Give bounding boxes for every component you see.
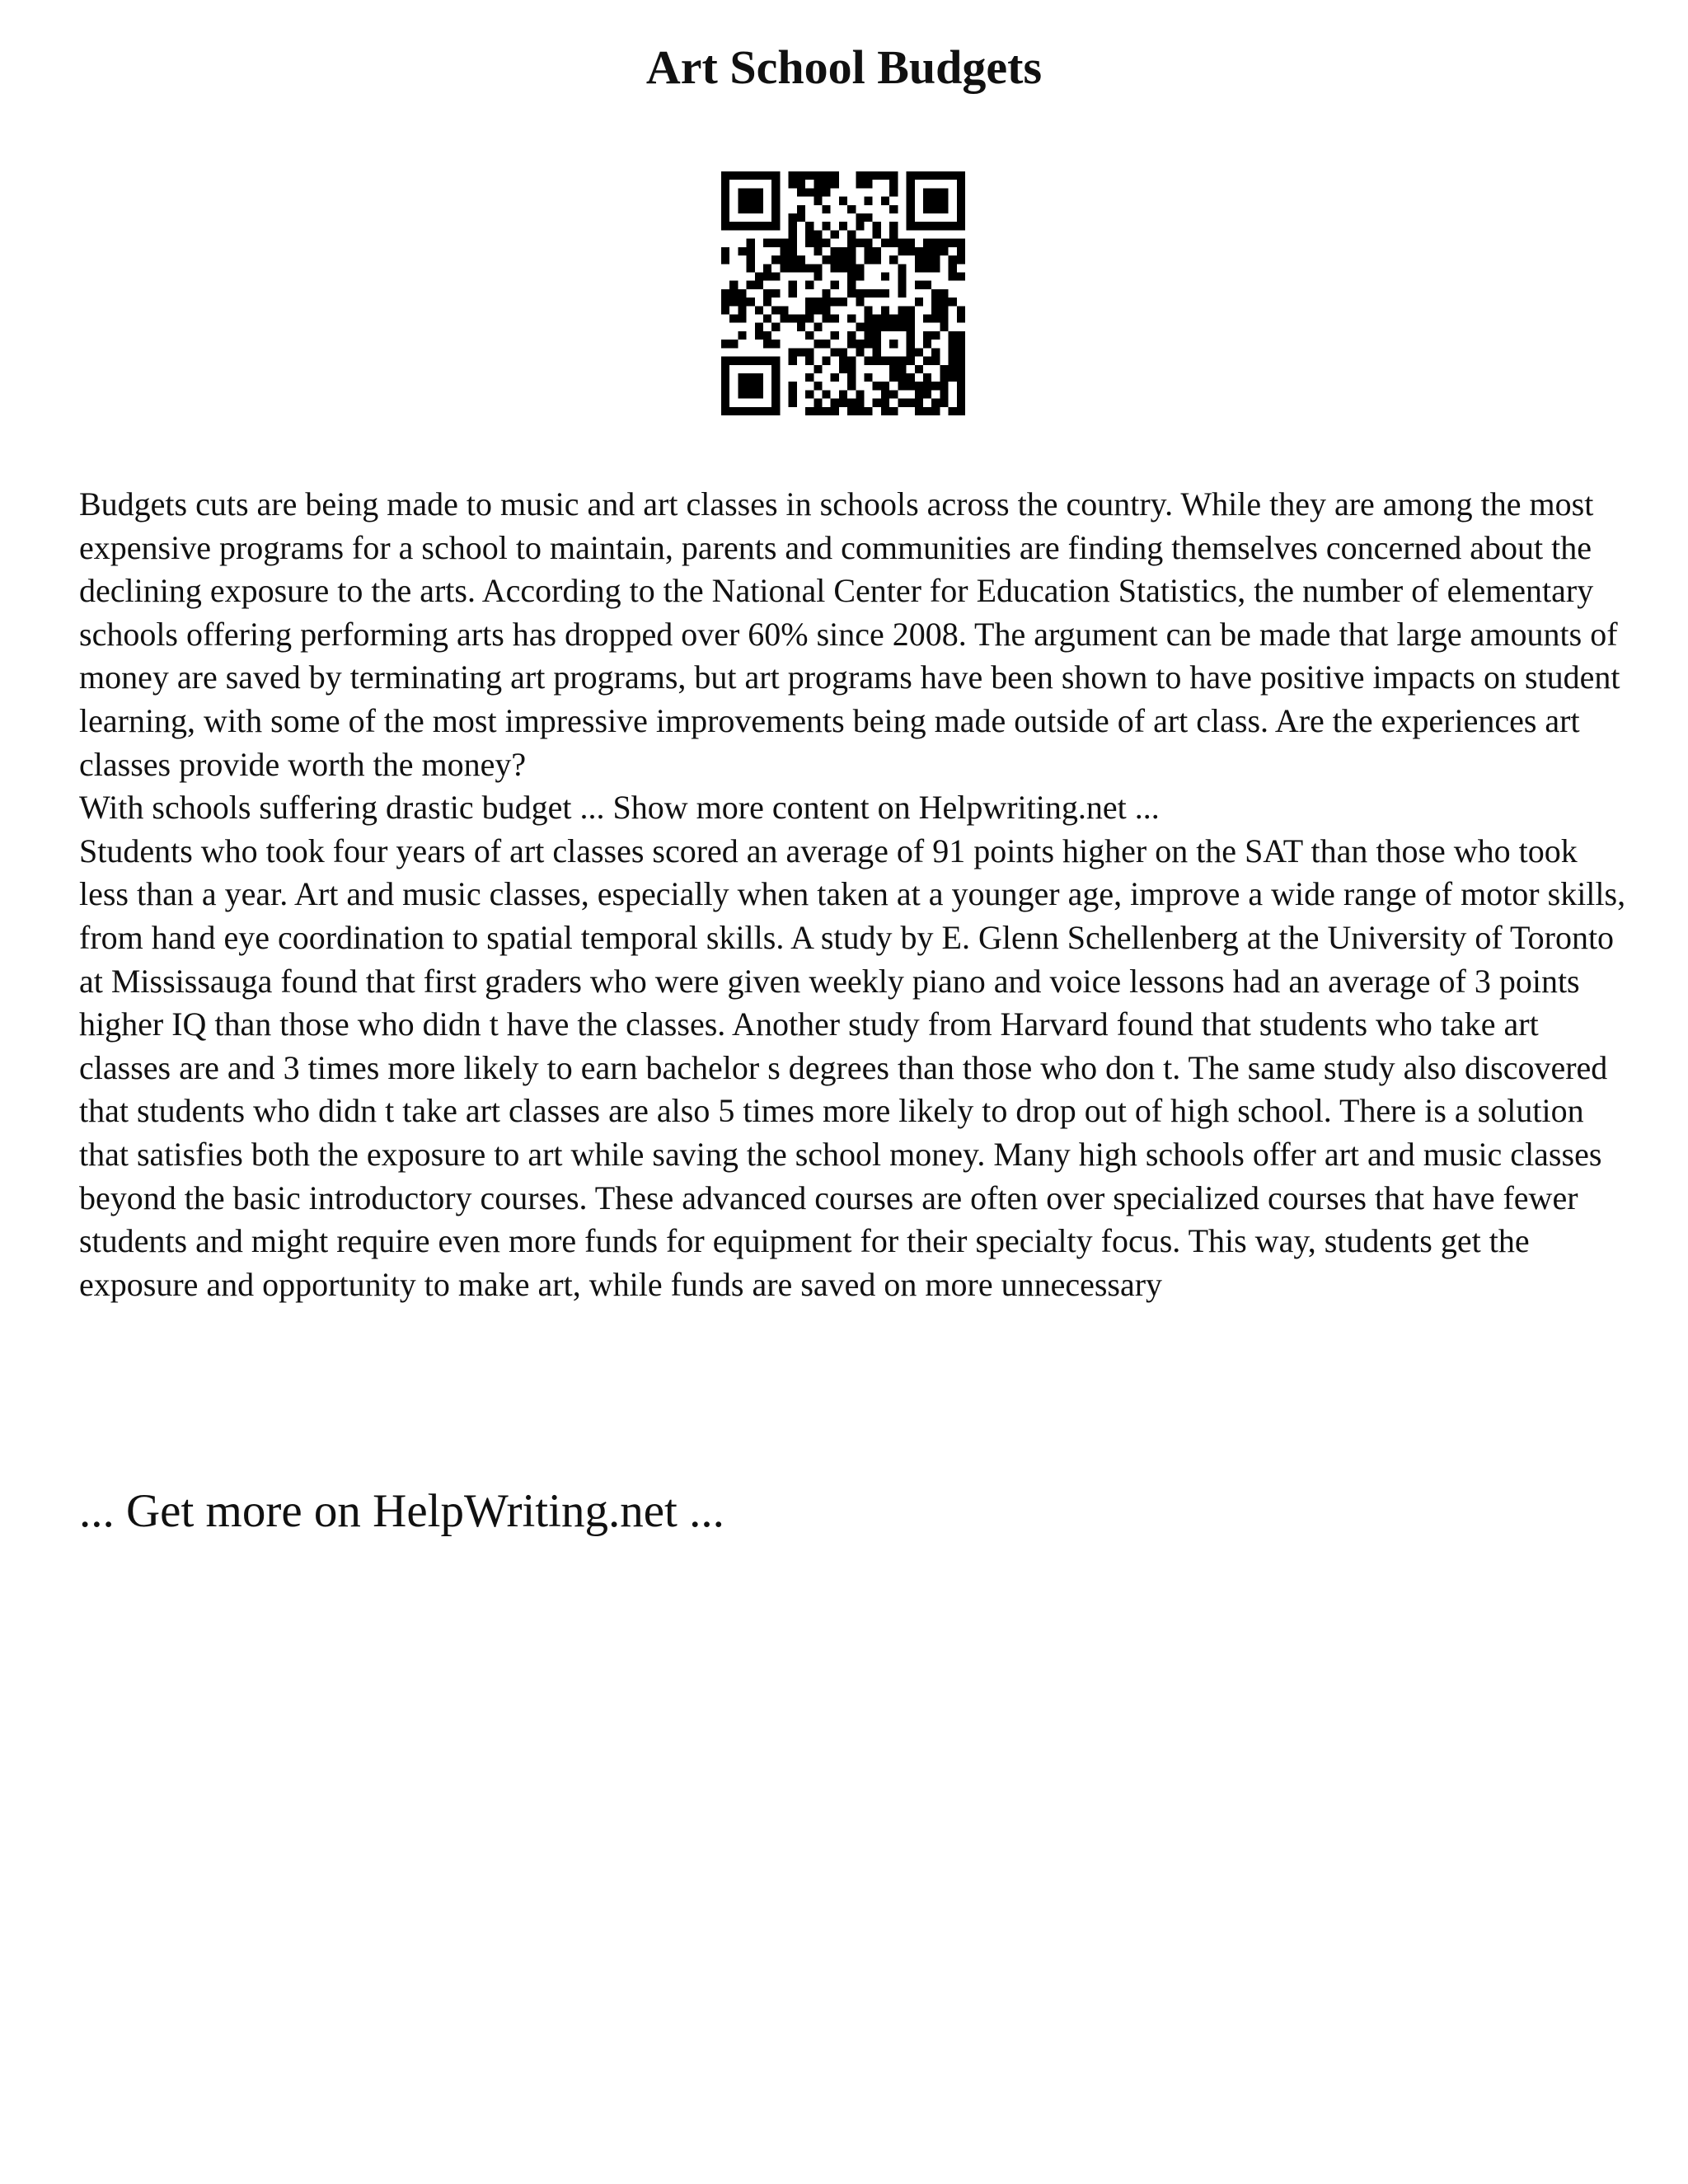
article-body: [79, 483, 1629, 1306]
get-more-link[interactable]: ... Get more on HelpWriting.net ...: [79, 1485, 724, 1537]
show-more-line: With schools suffering drastic budget ... Show more content on Helpwriting.net ...: [79, 789, 1160, 827]
article-paragraph-intro: Budgets cuts are being made to music and art classes in schools across the country. While they are among the most expensive programs for a school to maintain, parents and communities are finding themselves concerned about the declining exposure to the arts. According to the National Center for Education Statistics, the number of elementary schools offering performing arts has dropped over 60% since 2008. The argument can be made that large amounts of money are saved by terminating art programs, but art programs have been shown to have positive impacts on student learning, with some of the most impressive improvements being made outside of art class. Are the experiences art classes provide worth the money?: [79, 485, 1620, 783]
article-paragraph-main: Students who took four years of art classes scored an average of 91 points higher on the SAT than those who took less than a year. Art and music classes, especially when taken at a younger age, improve a wide range of motor skills, from hand eye coordination to spatial temporal skills. A study by E. Glenn Schellenberg at the University of Toronto at Mississauga found that first graders who were given weekly piano and voice lessons had an average of 3 points higher IQ than those who didn t have the classes. Another study from Harvard found that students who take art classes are and 3 times more likely to earn bachelor s degrees than those who don t. The same study also discovered that students who didn t take art classes are also 5 times more likely to drop out of high school. There is a solution that satisfies both the exposure to art while saving the school money. Many high schools offer art and music classes beyond the basic introductory courses. These advanced courses are often over specialized courses that have fewer students and might require even more funds for equipment for their specialty focus. This way, students get the exposure and opportunity to make art, while funds are saved on more unnecessary: [79, 832, 1626, 1303]
qr-code-graphic: [721, 171, 965, 415]
page-title: Art School Budgets: [645, 40, 1043, 94]
qr-code-icon: [721, 171, 965, 415]
